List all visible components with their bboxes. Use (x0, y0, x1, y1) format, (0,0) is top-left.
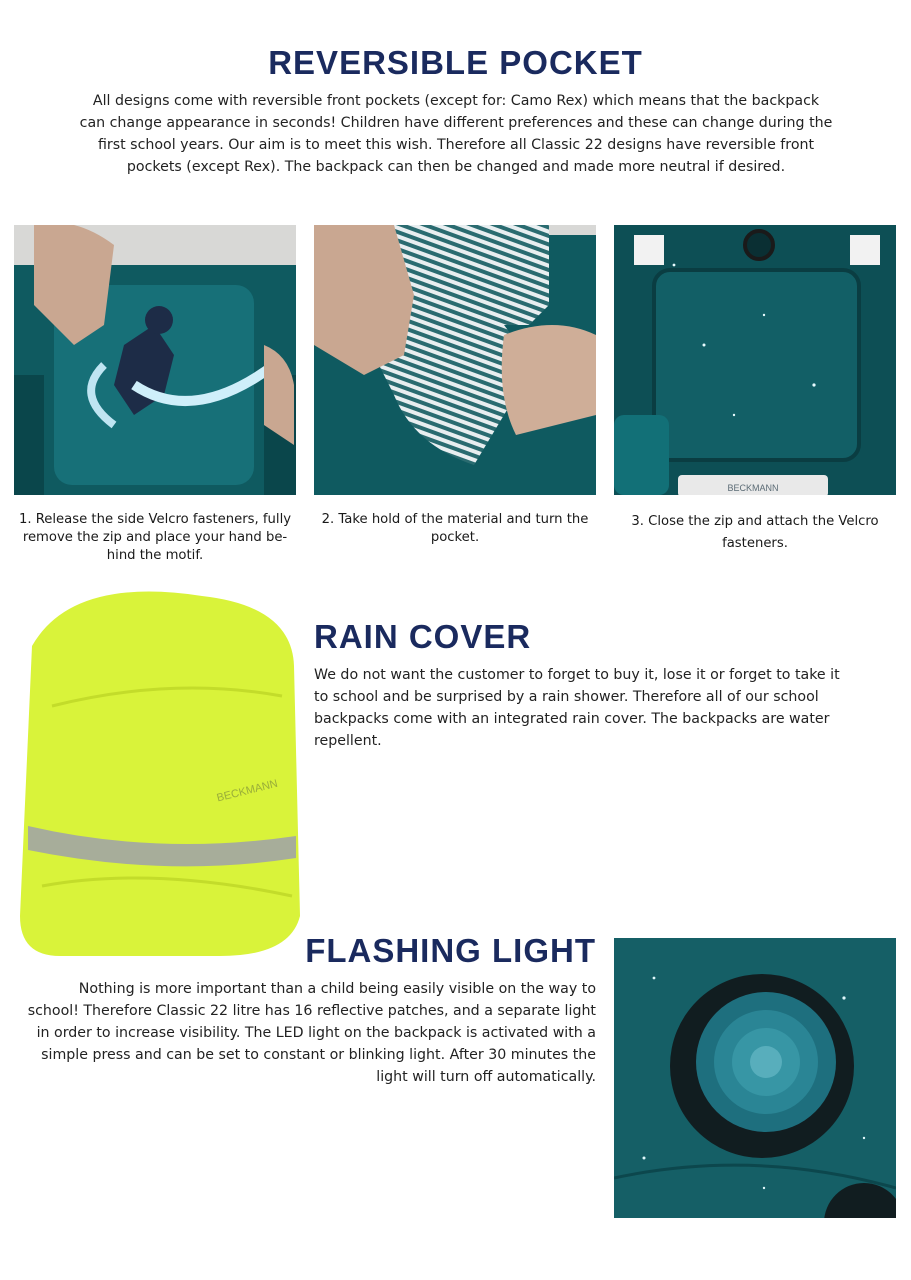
step-2-photo (314, 225, 596, 495)
reversible-pocket-intro: All designs come with reversible front pockets (except for: Camo Rex) which means that the backpack can change appearance in seconds! Children have different preferences and these can change during the first school years. Our aim is to meet this wish. Therefore all Classic 22 designs have reversible front pockets (except Rex). The backpack can then be changed and made more neutral if desired. (79, 93, 833, 175)
step-1-caption: 1. Release the side Velcro fasteners, fully remove the zip and place your hand be-hind the motif. (18, 512, 292, 563)
step-3-photo (614, 225, 896, 495)
flashing-light-title: FLASHING LIGHT (305, 932, 596, 969)
step-3-brand-label: BECKMANN (727, 483, 779, 493)
rain-cover-title: RAIN COVER (314, 618, 532, 655)
rain-cover-text: We do not want the customer to forget to buy it, lose it or forget to take it to school and be surprised by a rain shower. Therefore all of our school backpacks come with an integrated rain cover. The backpacks are water repellent. (314, 667, 840, 749)
step-1-photo (14, 225, 296, 495)
reversible-pocket-title: REVERSIBLE POCKET (268, 44, 643, 81)
step-3-caption: 3. Close the zip and attach the Velcro fasteners. (631, 514, 879, 551)
rain-cover-photo (12, 586, 304, 958)
step-2-caption: 2. Take hold of the material and turn the pocket. (321, 512, 589, 545)
rain-cover-brand-label: BECKMANN (215, 777, 279, 805)
flashing-light-text: Nothing is more important than a child being easily visible on the way to school! Therefore Classic 22 litre has 16 reflective patches, and a separate light in order to increase visibility. The LED light on the backpack is activated with a simple press and can be set to constant or blinking light. After 30 minutes the light will turn off automatically. (27, 981, 596, 1085)
flashing-light-photo (614, 938, 896, 1218)
